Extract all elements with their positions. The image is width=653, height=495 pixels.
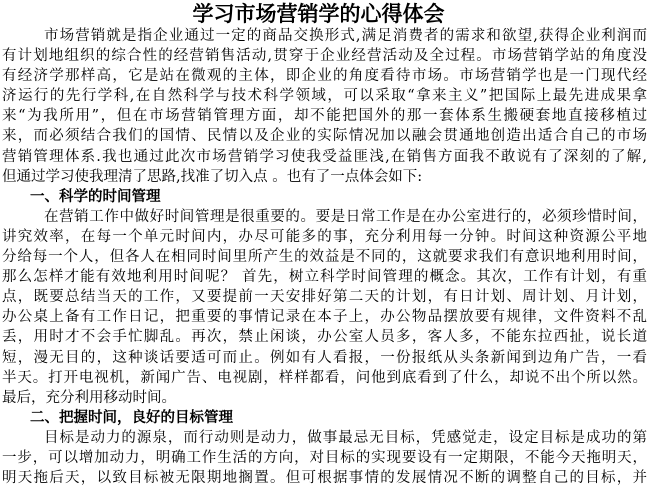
paragraph-line: 那么怎样才能有效地利用时间呢？ 首先，树立科学时间管理的概念。其次，工作有计划，有重 [2, 269, 647, 286]
paragraph-line: 来，而必须结合我们的国情、民情以及企业的实际情况加以融会贯通地创造出适合自己的市场 [2, 128, 647, 145]
paragraph-line: 来“为我所用”，但在市场营销管理方面，却不能把国外的那一套体系生搬硬套地直接移植过 [2, 108, 647, 125]
section-heading: 一、科学的时间管理 [30, 187, 161, 205]
paragraph-line: 点，既要总结当天的工作，又要提前一天安排好第二天的计划，有日计划、周计划、月计划， [2, 289, 647, 306]
paragraph-line: 目标是动力的源泉，而行动则是动力，做事最忌无目标，凭感觉走，设定目标是成功的第 [44, 429, 647, 446]
section-heading: 二、把握时间，良好的目标管理 [30, 408, 233, 426]
document-body [2, 26, 647, 488]
document-title: 学习市场营销学的心得体会 [192, 1, 445, 26]
paragraph-line: 讲究效率，在每一个单元时间内，办尽可能多的事，充分利用每一分钟。时间这种资源公平地 [2, 228, 647, 245]
paragraph-line: 有计划地组织的综合性的经营销售活动,贯穿于企业经营活动及全过程。市场营销学站的角度没 [2, 48, 647, 65]
paragraph-line: 分给每一个人，但各人在相同时间里所产生的效益是不同的，这就要求我们有意识地利用时间， [2, 249, 647, 266]
paragraph-line: 办公桌上备有工作日记，把重要的事情记录在本子上，办公物品摆放要有规律，文件资料不乱 [2, 309, 647, 326]
paragraph-line: 最后，充分利用移动时间。 [2, 389, 176, 406]
intro-paragraph [2, 26, 647, 187]
paragraph-line: 市场营销就是指企业通过一定的商品交换形式,满足消费者的需求和欲望,获得企业利润而 [44, 28, 647, 44]
paragraph-line: 一步，可以增加动力，明确工作生活的方向，对目标的实现要设有一定期限，不能今天拖明天， [2, 449, 647, 466]
paragraph-line: 在营销工作中做好时间管理是很重要的。要是日常工作是在办公室进行的，必须珍惜时间， [44, 208, 647, 225]
section-paragraph [2, 207, 647, 408]
paragraph-line: 有经济学那样高，它是站在微观的主体，即企业的角度看待市场。市场营销学也是一门现代经 [2, 68, 647, 85]
paragraph-line: 短，漫无目的，这种谈话要适可而止。例如有人看报，一份报纸从头条新闻到边角广告，一看 [2, 349, 647, 366]
paragraph-line: 但通过学习使我理清了思路,找准了切入点 。也有了一点体会如下: [2, 168, 423, 185]
paragraph-line: 丢，用时才不会手忙脚乱。再次，禁止闲谈，办公室人员多，客人多，不能东拉西扯，说长道 [2, 329, 647, 346]
paragraph-line: 明天拖后天，以致目标被无限期地搁置。但可根据事情的发展情况不断的调整自己的目标，并 [2, 470, 647, 487]
paragraph-line: 济运行的先行学科,在自然科学与技术科学领域，可以采取“拿来主义”把国际上最先进成果拿 [2, 88, 647, 105]
paragraph-line: 营销管理体系.我也通过此次市场营销学习使我受益匪浅,在销售方面我不敢说有了深刻的了解, [2, 148, 647, 165]
section-paragraph [2, 428, 647, 488]
paragraph-line: 半天。打开电视机，新闻广告、电视剧，样样都看，问他到底看到了什么，却说不出个所以然。 [2, 369, 647, 386]
